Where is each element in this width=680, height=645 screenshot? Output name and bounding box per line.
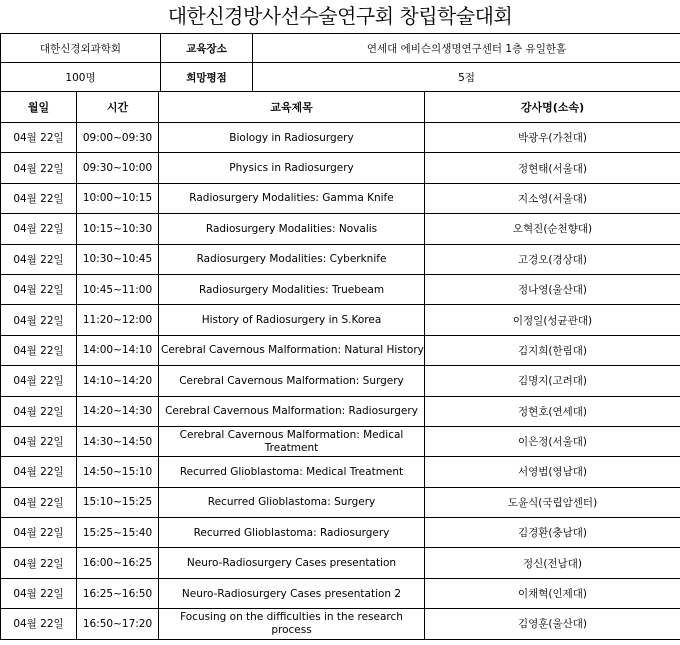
table-row [1, 396, 680, 426]
info-row-place [1, 34, 680, 63]
score-label: 희망평점 [161, 63, 253, 92]
date-cell: 04월 22일 [1, 335, 77, 365]
speaker-cell: 김지희(한림대) [425, 335, 680, 365]
topic-cell: Radiosurgery Modalities: Truebeam [159, 274, 425, 304]
time-cell: 09:30~10:00 [77, 153, 159, 183]
header-date: 월일 [1, 92, 77, 123]
date-cell: 04월 22일 [1, 396, 77, 426]
table-row [1, 487, 680, 517]
topic-cell: Cerebral Cavernous Malformation: Natural History [159, 335, 425, 365]
speaker-cell: 김영훈(울산대) [425, 609, 680, 639]
time-cell: 09:00~09:30 [77, 123, 159, 153]
time-cell: 10:30~10:45 [77, 244, 159, 274]
time-cell: 14:20~14:30 [77, 396, 159, 426]
organization-cell: 대한신경외과학회 [1, 34, 161, 63]
table-row [1, 548, 680, 578]
speaker-cell: 이정일(성균관대) [425, 305, 680, 335]
date-cell: 04월 22일 [1, 244, 77, 274]
place-value: 연세대 에비슨의생명연구센터 1층 유일한홀 [253, 34, 680, 63]
date-cell: 04월 22일 [1, 214, 77, 244]
topic-cell: Radiosurgery Modalities: Cyberknife [159, 244, 425, 274]
header-time: 시간 [77, 92, 159, 123]
topic-cell: Focusing on the difficulties in the research process [159, 609, 425, 639]
place-label: 교육장소 [161, 34, 253, 63]
table-row [1, 305, 680, 335]
table-row [1, 426, 680, 456]
date-cell: 04월 22일 [1, 457, 77, 487]
topic-cell: Physics in Radiosurgery [159, 153, 425, 183]
page-title: 대한신경방사선수술연구회 창립학술대회 [167, 4, 513, 28]
date-cell: 04월 22일 [1, 305, 77, 335]
speaker-cell: 정현태(서울대) [425, 153, 680, 183]
speaker-cell: 이은정(서울대) [425, 426, 680, 456]
date-cell: 04월 22일 [1, 153, 77, 183]
date-cell: 04월 22일 [1, 487, 77, 517]
date-cell: 04월 22일 [1, 548, 77, 578]
table-row [1, 274, 680, 304]
speaker-cell: 김경환(충남대) [425, 518, 680, 548]
info-table [0, 33, 680, 92]
speaker-cell: 도윤식(국립암센터) [425, 487, 680, 517]
schedule-table [0, 91, 680, 640]
table-row [1, 214, 680, 244]
table-row [1, 153, 680, 183]
topic-cell: Cerebral Cavernous Malformation: Surgery [159, 366, 425, 396]
speaker-cell: 이채혁(인제대) [425, 578, 680, 608]
time-cell: 16:25~16:50 [77, 578, 159, 608]
header-topic: 교육제목 [159, 92, 425, 123]
table-row [1, 518, 680, 548]
speaker-cell: 김명지(고려대) [425, 366, 680, 396]
topic-cell: Neuro-Radiosurgery Cases presentation 2 [159, 578, 425, 608]
speaker-cell: 정현호(연세대) [425, 396, 680, 426]
table-row [1, 457, 680, 487]
topic-cell: Neuro-Radiosurgery Cases presentation [159, 548, 425, 578]
speaker-cell: 서영범(영남대) [425, 457, 680, 487]
date-cell: 04월 22일 [1, 609, 77, 639]
topic-cell: Recurred Glioblastoma: Medical Treatment [159, 457, 425, 487]
time-cell: 10:15~10:30 [77, 214, 159, 244]
table-row [1, 244, 680, 274]
speaker-cell: 정신(전남대) [425, 548, 680, 578]
date-cell: 04월 22일 [1, 274, 77, 304]
time-cell: 10:00~10:15 [77, 183, 159, 213]
topic-cell: Radiosurgery Modalities: Novalis [159, 214, 425, 244]
table-row [1, 183, 680, 213]
time-cell: 15:25~15:40 [77, 518, 159, 548]
table-row [1, 609, 680, 639]
header-speaker: 강사명(소속) [425, 92, 680, 123]
info-row-capacity [1, 63, 680, 92]
speaker-cell: 지소영(서울대) [425, 183, 680, 213]
topic-cell: Biology in Radiosurgery [159, 123, 425, 153]
date-cell: 04월 22일 [1, 183, 77, 213]
speaker-cell: 오혁진(순천향대) [425, 214, 680, 244]
time-cell: 10:45~11:00 [77, 274, 159, 304]
speaker-cell: 박광우(가천대) [425, 123, 680, 153]
table-row [1, 335, 680, 365]
time-cell: 14:00~14:10 [77, 335, 159, 365]
topic-cell: Recurred Glioblastoma: Radiosurgery [159, 518, 425, 548]
time-cell: 11:20~12:00 [77, 305, 159, 335]
time-cell: 14:50~15:10 [77, 457, 159, 487]
time-cell: 16:50~17:20 [77, 609, 159, 639]
date-cell: 04월 22일 [1, 123, 77, 153]
schedule-header-row [1, 92, 680, 123]
table-row [1, 123, 680, 153]
date-cell: 04월 22일 [1, 366, 77, 396]
table-row [1, 578, 680, 608]
speaker-cell: 정나영(울산대) [425, 274, 680, 304]
time-cell: 16:00~16:25 [77, 548, 159, 578]
topic-cell: Cerebral Cavernous Malformation: Radiosurgery [159, 396, 425, 426]
capacity-cell: 100명 [1, 63, 161, 92]
time-cell: 14:30~14:50 [77, 426, 159, 456]
topic-cell: History of Radiosurgery in S.Korea [159, 305, 425, 335]
score-value: 5점 [253, 63, 680, 92]
date-cell: 04월 22일 [1, 578, 77, 608]
date-cell: 04월 22일 [1, 426, 77, 456]
topic-cell: Radiosurgery Modalities: Gamma Knife [159, 183, 425, 213]
speaker-cell: 고경오(경상대) [425, 244, 680, 274]
time-cell: 14:10~14:20 [77, 366, 159, 396]
table-row [1, 366, 680, 396]
topic-cell: Cerebral Cavernous Malformation: Medical Treatment [159, 426, 425, 456]
topic-cell: Recurred Glioblastoma: Surgery [159, 487, 425, 517]
time-cell: 15:10~15:25 [77, 487, 159, 517]
schedule-body [1, 123, 680, 640]
date-cell: 04월 22일 [1, 518, 77, 548]
